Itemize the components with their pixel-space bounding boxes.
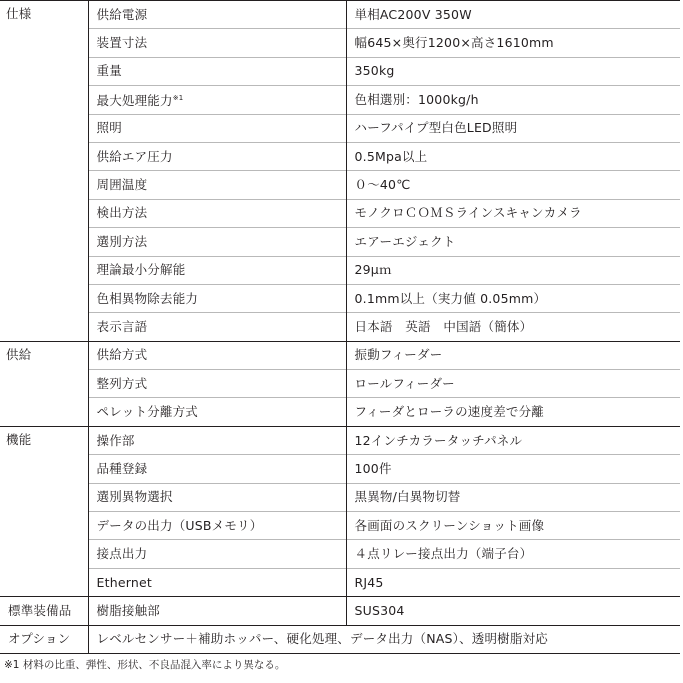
item-label: 選別異物選択 [88, 483, 346, 511]
item-label: 検出方法 [88, 199, 346, 227]
item-value: 0.5Mpa以上 [346, 142, 680, 170]
item-value: ロールフィーダー [346, 370, 680, 398]
item-value: 色相選別：1000kg/h [346, 86, 680, 114]
category-supply: 供給 [0, 341, 88, 426]
item-value: モノクロＣＯＭＳラインスキャンカメラ [346, 199, 680, 227]
category-spec: 仕様 [0, 1, 88, 342]
item-value: 100件 [346, 455, 680, 483]
item-value: 29μｍ [346, 256, 680, 284]
table-row [0, 256, 680, 284]
table-row [0, 171, 680, 199]
item-value: ０〜40℃ [346, 171, 680, 199]
item-value: 日本語 英語 中国語（簡体） [346, 313, 680, 341]
item-value: 単相AC200V 350W [346, 1, 680, 29]
table-row [0, 142, 680, 170]
table-row [0, 568, 680, 596]
item-label: 照明 [88, 114, 346, 142]
spec-table-body [0, 1, 680, 654]
item-label: 装置寸法 [88, 29, 346, 57]
category-standard-equipment: 標準装備品 [0, 597, 88, 625]
category-option: オプション [0, 625, 88, 653]
table-row [0, 199, 680, 227]
item-value: 黒異物/白異物切替 [346, 483, 680, 511]
item-label: 接点出力 [88, 540, 346, 568]
item-value: RJ45 [346, 568, 680, 596]
table-row [0, 228, 680, 256]
item-value: 幅645×奥行1200×高さ1610mm [346, 29, 680, 57]
item-label: 選別方法 [88, 228, 346, 256]
item-label: 周囲温度 [88, 171, 346, 199]
item-value: SUS304 [346, 597, 680, 625]
item-value: 12インチカラータッチパネル [346, 426, 680, 454]
item-value: ４点リレー接点出力（端子台） [346, 540, 680, 568]
table-row-option [0, 625, 680, 653]
item-label: 重量 [88, 57, 346, 85]
table-row [0, 313, 680, 341]
footnote-mark: ※1 [172, 94, 184, 103]
item-label: 供給方式 [88, 341, 346, 369]
item-label: ペレット分離方式 [88, 398, 346, 426]
table-row [0, 114, 680, 142]
item-label: Ethernet [88, 568, 346, 596]
item-label: 色相異物除去能力 [88, 284, 346, 312]
table-row [0, 540, 680, 568]
item-label: 整列方式 [88, 370, 346, 398]
item-label: 樹脂接触部 [88, 597, 346, 625]
table-row [0, 426, 680, 454]
item-value: 0.1mm以上（実力値 0.05mm） [346, 284, 680, 312]
table-row [0, 86, 680, 114]
table-row [0, 512, 680, 540]
item-label: 理論最小分解能 [88, 256, 346, 284]
table-row [0, 370, 680, 398]
item-label: 最大処理能力 [96, 93, 173, 109]
item-label: データの出力（USBメモリ） [88, 512, 346, 540]
item-label: 供給電源 [88, 1, 346, 29]
item-value: 各画面のスクリーンショット画像 [346, 512, 680, 540]
category-function: 機能 [0, 426, 88, 596]
table-row [0, 341, 680, 369]
item-value: 振動フィーダー [346, 341, 680, 369]
table-row [0, 284, 680, 312]
item-value: ハーフパイプ型白色LED照明 [346, 114, 680, 142]
table-row [0, 29, 680, 57]
table-row [0, 597, 680, 625]
table-row [0, 1, 680, 29]
item-value: エアーエジェクト [346, 228, 680, 256]
item-label: 表示言語 [88, 313, 346, 341]
footnote: ※1 材料の比重、弾性、形状、不良品混入率により異なる。 [4, 659, 286, 671]
item-label-with-note [88, 86, 346, 114]
option-value: レベルセンサー＋補助ホッパー、硬化処理、データ出力（NAS）、透明樹脂対応 [88, 625, 680, 653]
item-label: 供給エア圧力 [88, 142, 346, 170]
item-label: 操作部 [88, 426, 346, 454]
table-row [0, 57, 680, 85]
table-row [0, 398, 680, 426]
table-row [0, 455, 680, 483]
table-row [0, 483, 680, 511]
item-value: フィーダとローラの速度差で分離 [346, 398, 680, 426]
item-label: 品種登録 [88, 455, 346, 483]
item-value: 350kg [346, 57, 680, 85]
